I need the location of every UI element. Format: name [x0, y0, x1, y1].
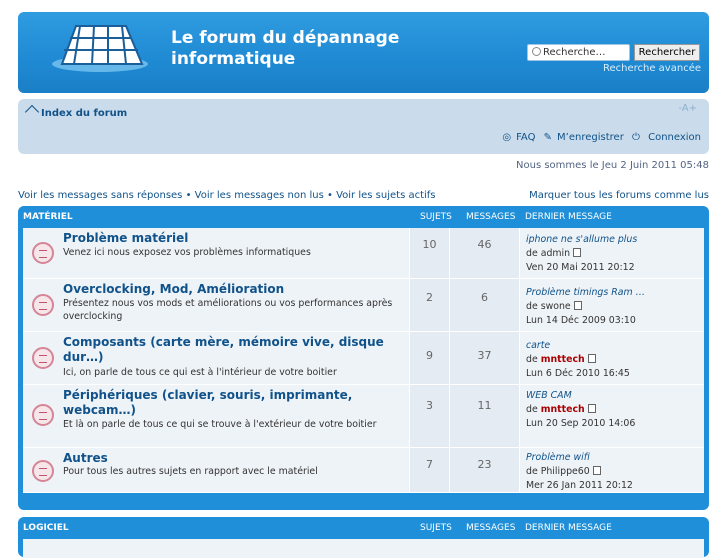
topic-count: 9: [426, 349, 433, 362]
site-logo[interactable]: [50, 20, 150, 72]
last-post-title[interactable]: Problème timings Ram …: [526, 287, 645, 298]
author-link[interactable]: mnttech: [540, 404, 585, 415]
forum-row: [23, 228, 704, 279]
last-post-author: [526, 301, 582, 312]
forum-index-label: Index du forum: [41, 108, 128, 119]
post-count: 37: [477, 349, 492, 362]
post-count: 46: [477, 238, 492, 251]
category-header: [23, 517, 704, 539]
author-link[interactable]: mnttech: [540, 354, 585, 365]
search-button[interactable]: Rechercher: [634, 44, 700, 61]
last-post-title[interactable]: WEB CAM: [526, 390, 572, 401]
site-title[interactable]: [171, 28, 461, 70]
user-links: [497, 132, 701, 143]
topic-count: 2: [426, 291, 433, 304]
last-post-author: [526, 404, 596, 415]
forum-description: Ici, on parle de tous ce qui est à l'intérieur de votre boitier: [63, 367, 337, 378]
topic-count: 10: [422, 238, 437, 251]
category-name[interactable]: LOGICIEL: [23, 523, 69, 533]
forum-read-icon: [32, 460, 54, 482]
site-title-line1: Le forum du dépannage: [171, 28, 400, 48]
quick-links[interactable]: Voir les messages sans réponses • Voir les messages non lus • Voir les sujets actifs: [18, 190, 436, 201]
forum-name-link[interactable]: Périphériques (clavier, souris, imprimante, webcam…): [63, 388, 353, 417]
forum-row: [23, 539, 704, 559]
col-last-message: DERNIER MESSAGE: [525, 523, 612, 533]
last-post-date: Lun 14 Déc 2009 03:10: [526, 315, 636, 326]
forum-name-link[interactable]: Composants (carte mère, mémoire vive, disque dur…): [63, 335, 384, 364]
forum-name-link[interactable]: Problème matériel: [63, 231, 189, 245]
forum-description: Pour tous les autres sujets en rapport avec le matériel: [63, 466, 318, 477]
col-sujets: SUJETS: [420, 523, 452, 533]
advanced-search-link[interactable]: Recherche avancée: [602, 63, 701, 74]
last-post-date: Lun 6 Déc 2010 16:45: [526, 368, 630, 379]
category-name[interactable]: MATÉRIEL: [23, 212, 73, 222]
by-label: de: [526, 248, 538, 259]
current-date: Nous sommes le Jeu 2 Juin 2011 05:48: [516, 160, 709, 171]
search-placeholder: Recherche…: [543, 47, 606, 58]
forum-name-link[interactable]: Overclocking, Mod, Amélioration: [63, 282, 285, 296]
last-post-title[interactable]: Problème wifi: [526, 452, 590, 463]
login-link[interactable]: ⏻ Connexion: [632, 132, 701, 143]
mark-all-read-link[interactable]: Marquer tous les forums comme lus: [529, 190, 709, 201]
forum-read-icon: [32, 347, 54, 369]
by-label: de: [526, 466, 538, 477]
view-latest-post-icon[interactable]: [574, 301, 582, 310]
category-logiciel: [18, 517, 709, 557]
col-sujets: SUJETS: [420, 212, 452, 222]
view-latest-post-icon[interactable]: [573, 248, 581, 257]
post-count: 11: [477, 399, 492, 412]
topic-count: 7: [426, 458, 433, 471]
post-count: 23: [477, 458, 492, 471]
forum-description: Et là on parle de tous ce qui se trouve à l'extérieur de votre boitier: [63, 419, 377, 430]
forum-name-link[interactable]: Autres: [63, 451, 108, 465]
author-link[interactable]: swone: [540, 301, 571, 312]
faq-link[interactable]: ◎ FAQ: [502, 132, 536, 143]
forum-read-icon: [32, 404, 54, 426]
last-post-date: Lun 20 Sep 2010 14:06: [526, 418, 636, 429]
forum-read-icon: [32, 294, 54, 316]
col-last-message: DERNIER MESSAGE: [525, 212, 612, 222]
last-post-title[interactable]: carte: [526, 340, 551, 351]
search-icon: [532, 47, 541, 56]
last-post-author: [526, 354, 596, 365]
navbar: [18, 99, 709, 154]
topic-count: 3: [426, 399, 433, 412]
forum-row: [23, 448, 704, 493]
forum-row: [23, 385, 704, 448]
faq-label: FAQ: [516, 132, 536, 143]
forum-read-icon: [32, 242, 54, 264]
site-title-line2: informatique: [171, 49, 296, 69]
view-latest-post-icon[interactable]: [588, 354, 596, 363]
forum-description: Présentez nous vos mods et améliorations ou vos performances après overclocking: [63, 298, 393, 322]
author-link[interactable]: Philippe60: [540, 466, 590, 477]
last-post-author: [526, 466, 601, 477]
col-messages: MESSAGES: [466, 212, 516, 222]
font-size-toggle[interactable]: -A+: [678, 103, 697, 114]
last-post-title[interactable]: iphone ne s'allume plus: [526, 234, 638, 245]
view-latest-post-icon[interactable]: [593, 466, 601, 475]
category-header: [23, 206, 704, 228]
home-icon: [25, 105, 39, 119]
view-latest-post-icon[interactable]: [588, 404, 596, 413]
last-post-date: Ven 20 Mai 2011 20:12: [526, 262, 635, 273]
post-count: 6: [481, 291, 488, 304]
login-label: Connexion: [648, 132, 701, 143]
register-link[interactable]: ✎ M’enregistrer: [543, 132, 624, 143]
col-messages: MESSAGES: [466, 523, 516, 533]
by-label: de: [526, 354, 538, 365]
last-post-date: Mer 26 Jan 2011 20:12: [526, 480, 633, 491]
forum-index-link[interactable]: [27, 107, 127, 119]
forum-row: [23, 332, 704, 385]
forum-row: [23, 279, 704, 332]
category-materiel: [18, 206, 709, 510]
by-label: de: [526, 301, 538, 312]
author-link[interactable]: admin: [540, 248, 571, 259]
register-label: M’enregistrer: [557, 132, 624, 143]
last-post-author: [526, 248, 581, 259]
forum-description: Venez ici nous exposez vos problèmes informatiques: [63, 247, 311, 258]
site-header: [18, 12, 709, 93]
by-label: de: [526, 404, 538, 415]
search-input[interactable]: [527, 44, 630, 61]
